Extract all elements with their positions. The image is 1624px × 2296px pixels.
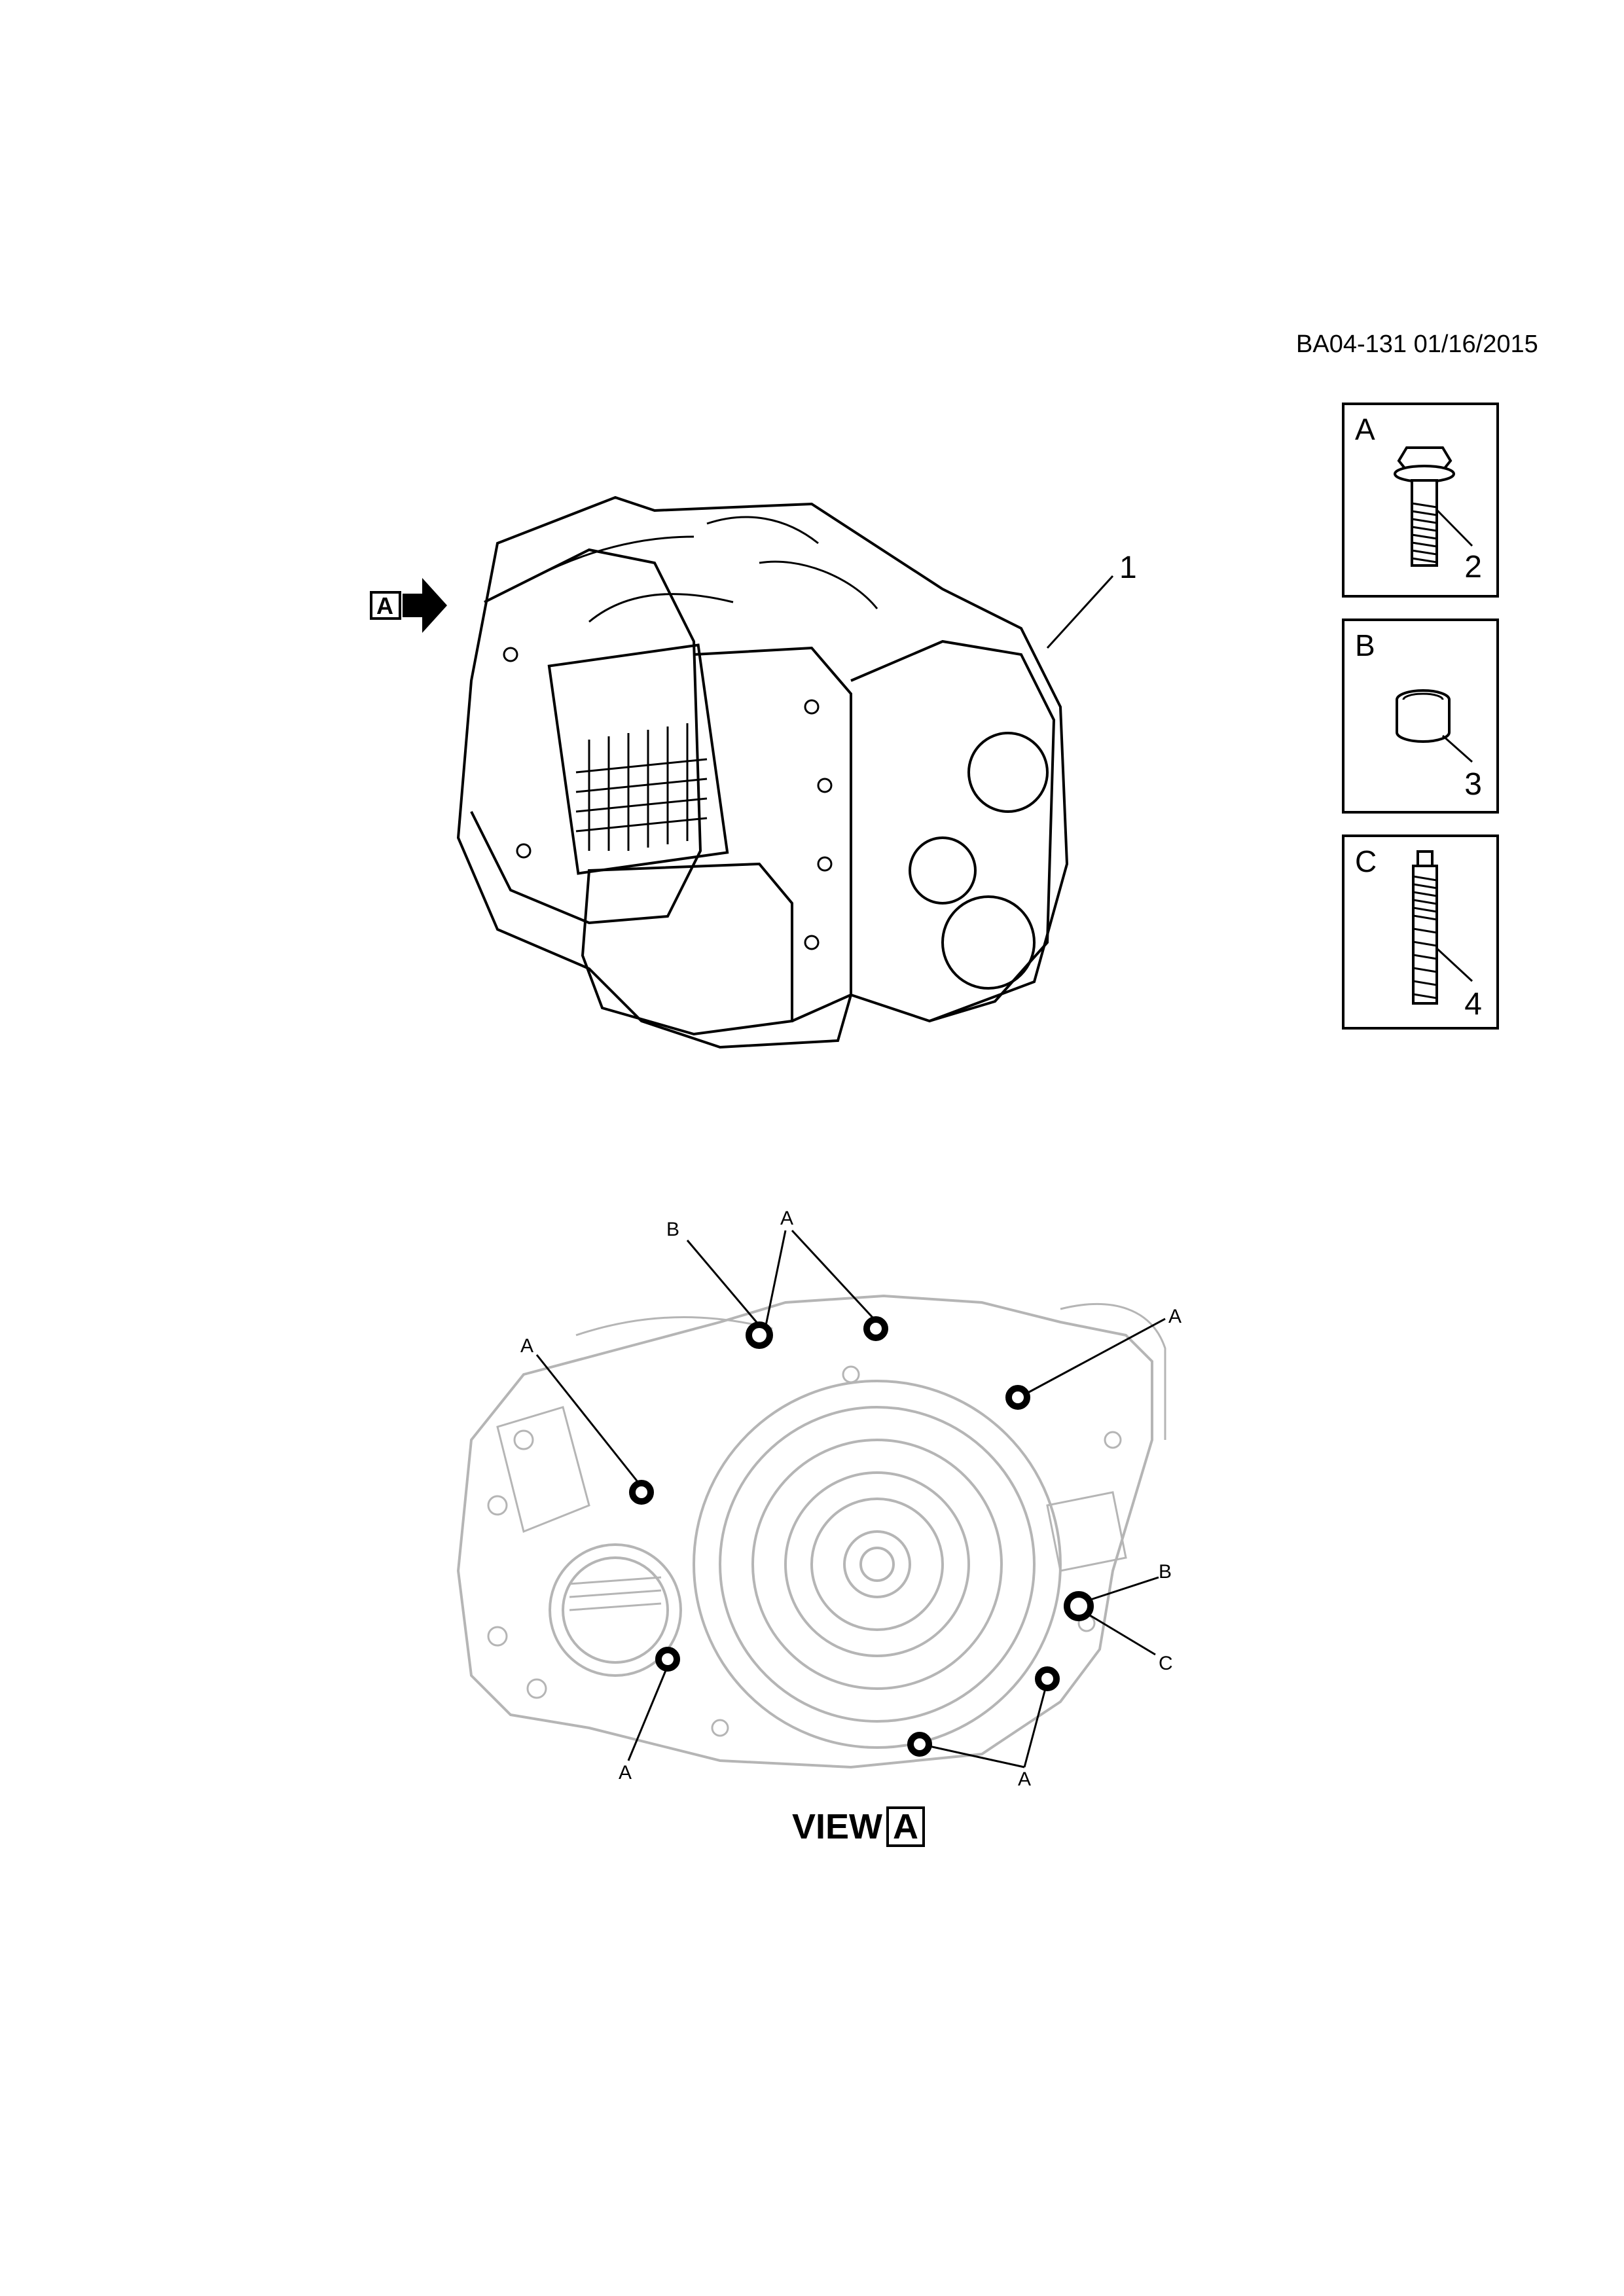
fastener-marker-b-top <box>749 1325 770 1346</box>
fastener-marker-a-bottom <box>911 1735 929 1753</box>
view-a-illustration <box>458 1296 1165 1767</box>
legend-letter-b: B <box>1355 628 1375 662</box>
legend-number-2: 2 <box>1464 550 1482 584</box>
callout-a-bottom-left: A <box>619 1762 632 1784</box>
view-label-text: VIEW <box>792 1807 883 1846</box>
callout-a-top: A <box>780 1208 794 1229</box>
leader-line-1 <box>1047 576 1113 648</box>
callout-a-left: A <box>520 1335 534 1357</box>
callout-a-bottom-right: A <box>1018 1768 1032 1790</box>
diagram-reference-code: BA04-131 01/16/2015 <box>1296 331 1538 358</box>
callout-number-1: 1 <box>1119 550 1137 585</box>
view-a-label <box>792 1806 925 1847</box>
arrow-letter: A <box>376 592 393 619</box>
legend-letter-c: C <box>1355 844 1377 878</box>
fastener-marker-a-bottom-left <box>659 1650 677 1668</box>
fastener-marker-a-top <box>867 1319 885 1338</box>
callout-a-right-top: A <box>1168 1306 1182 1327</box>
callout-b-top: B <box>666 1219 680 1240</box>
view-direction-arrow <box>370 573 448 641</box>
callout-b-right: B <box>1159 1561 1172 1583</box>
callout-c-right: C <box>1159 1653 1173 1674</box>
fastener-marker-a-bottom-right <box>1038 1670 1056 1688</box>
legend-number-4: 4 <box>1464 987 1482 1022</box>
legend-number-3: 3 <box>1464 767 1482 802</box>
view-label-letter: A <box>886 1806 925 1847</box>
fastener-marker-a-right-top <box>1009 1388 1027 1407</box>
legend-letter-a: A <box>1355 412 1375 446</box>
transmission-assembly-illustration <box>458 497 1067 1047</box>
fastener-marker-a-left <box>632 1483 651 1501</box>
